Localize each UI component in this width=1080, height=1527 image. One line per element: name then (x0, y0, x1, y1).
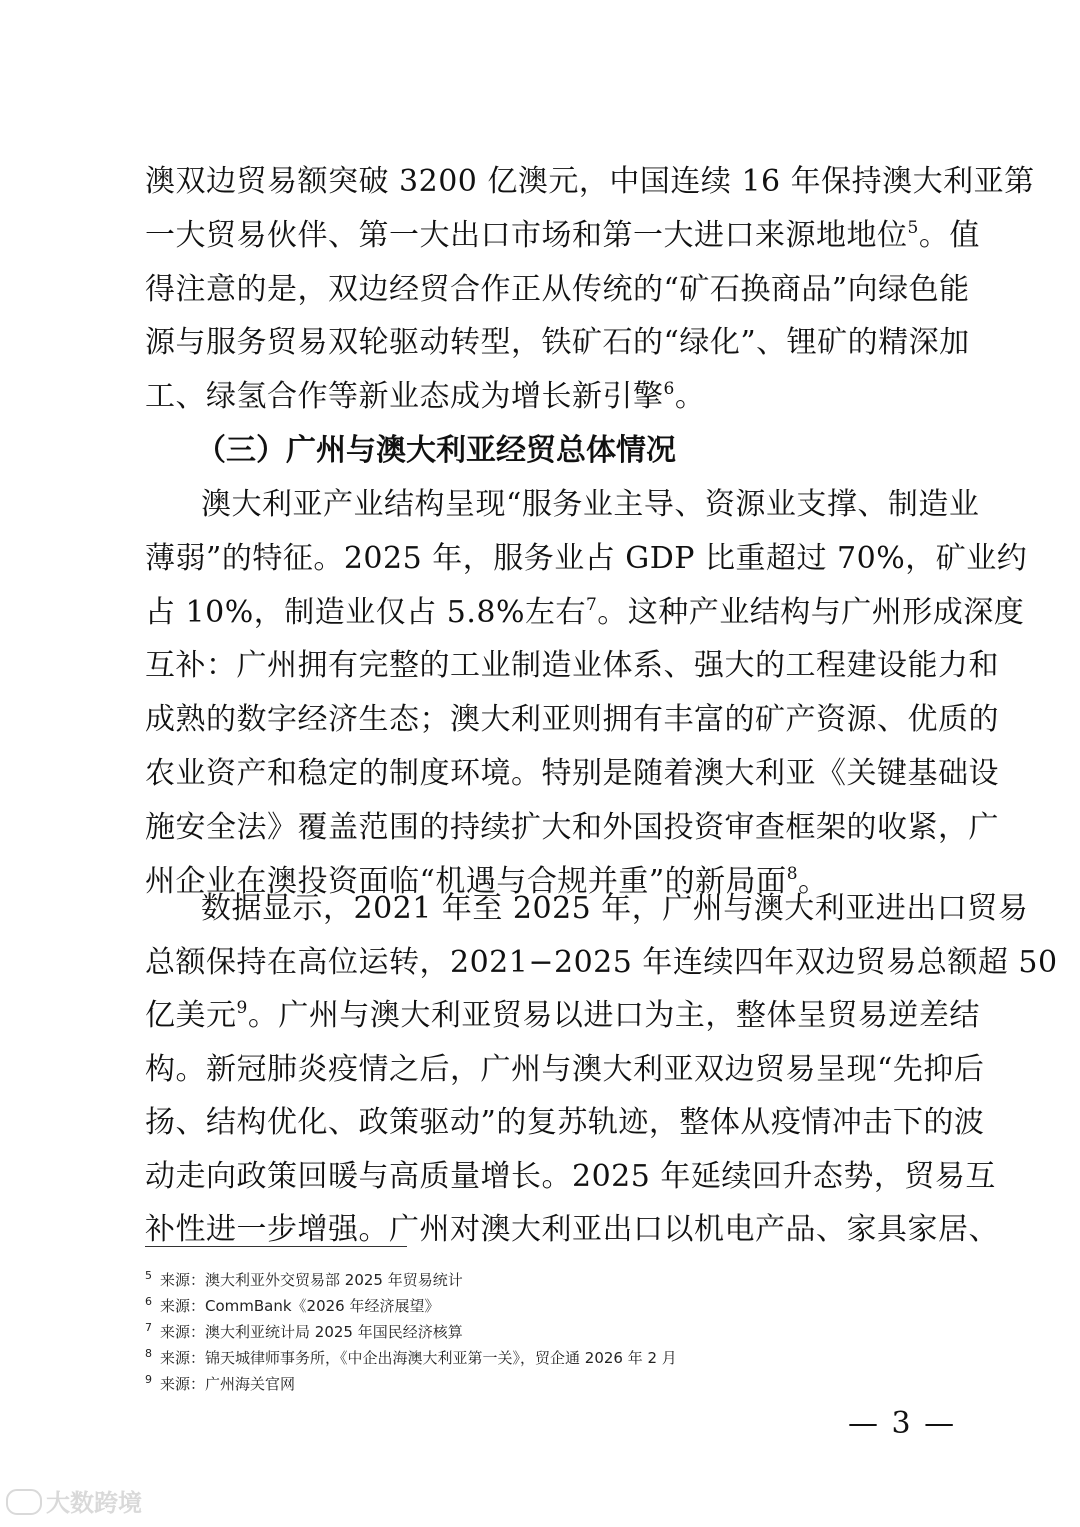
footnote-text: 来源：广州海关官网 (160, 1375, 296, 1393)
footnote-ref-7: 7 (585, 595, 598, 615)
paragraph3-line-2: 总额保持在高位运转，2021−2025 年连续四年双边贸易总额超 50 (145, 944, 1058, 980)
paragraph2-line-2: 薄弱”的特征。2025 年，服务业占 GDP 比重超过 70%，矿业约 (145, 541, 1028, 576)
footnote-text: 来源：澳大利亚统计局 2025 年国民经济核算 (160, 1323, 463, 1341)
paragraph1-line-2: 一大贸易伙伴、第一大出口市场和第一大进口来源地地位$^5$。值 (145, 218, 980, 253)
footnote-8 (145, 1344, 677, 1368)
paragraph1-line-5: 工、绿氢合作等新业态成为增长新引擎$^6$。 (145, 379, 706, 414)
paragraph2-line-7: 施安全法》覆盖范围的持续扩大和外国投资审查框架的收紧，广 (145, 810, 999, 845)
paragraph2-line-1: 澳大利亚产业结构呈现“服务业主导、资源业支撑、制造业 (201, 487, 980, 522)
paragraph3-line-5: 扬、结构优化、政策驱动”的复苏轨迹，整体从疫情冲击下的波 (145, 1105, 985, 1140)
footnote-number: 6 (145, 1295, 152, 1308)
footnote-text: 来源：CommBank《2026 年经济展望》 (160, 1297, 440, 1315)
footnote-number: 9 (145, 1373, 152, 1386)
paragraph3-line-6: 动走向政策回暖与高质量增长。2025 年延续回升态势，贸易互 (145, 1158, 996, 1194)
paragraph3-line-1: 数据显示，2021 年至 2025 年，广州与澳大利亚进出口贸易 (201, 891, 1029, 926)
footnote-ref-9: 9 (236, 998, 248, 1018)
footnote-ref-8: 8 (786, 864, 799, 884)
footnote-text: 来源：锦天城律师事务所，《中企出海澳大利亚第一关》，贸企通 2026 年 2 月 (160, 1349, 677, 1367)
paragraph3-line-3: 亿美元$^9$。广州与澳大利亚贸易以进口为主，整体呈贸易逆差结 (145, 998, 980, 1033)
footnote-6 (145, 1292, 440, 1316)
paragraph1-line-1: 澳双边贸易额突破 3200 亿澳元，中国连续 16 年保持澳大利亚第 (145, 164, 1035, 199)
paragraph3-line-4: 构。新冠肺炎疫情之后，广州与澳大利亚双边贸易呈现“先抑后 (145, 1051, 985, 1087)
paragraph3-line-7: 补性进一步增强。广州对澳大利亚出口以机电产品、家具家居、 (145, 1212, 999, 1247)
footnote-number: 8 (145, 1347, 152, 1360)
footnote-ref-6: 6 (663, 379, 675, 399)
paragraph2-line-5: 成熟的数字经济生态；澳大利亚则拥有丰富的矿产资源、优质的 (145, 702, 999, 737)
paragraph2-line-8: 州企业在澳投资面临“机遇与合规并重”的新局面$^8$。 (145, 864, 829, 899)
footnote-9 (145, 1370, 295, 1394)
paragraph2-line-6: 农业资产和稳定的制度环境。特别是随着澳大利亚《关键基础设 (145, 756, 999, 791)
footnote-ref-5: 5 (907, 218, 919, 238)
footnote-text: 来源：澳大利亚外交贸易部 2025 年贸易统计 (160, 1271, 463, 1289)
paragraph2-line-3: 占 10%，制造业仅占 5.8%左右$^7$。这种产业结构与广州形成深度 (145, 595, 1025, 630)
footnote-5 (145, 1266, 463, 1290)
paragraph1-line-3: 得注意的是，双边经贸合作正从传统的“矿石换商品”向绿色能 (145, 272, 970, 307)
footnote-7 (145, 1318, 463, 1342)
page-number: — 3 — (848, 1406, 957, 1441)
paragraph1-line-4: 源与服务贸易双轮驱动转型，铁矿石的“绿化”、锂矿的精深加 (145, 325, 970, 360)
paragraph2-line-4: 互补：广州拥有完整的工业制造业体系、强大的工程建设能力和 (145, 648, 999, 683)
footnote-number: 7 (145, 1321, 152, 1334)
watermark-logo-icon (6, 1489, 42, 1515)
footnote-number: 5 (145, 1269, 152, 1282)
section-heading: （三）广州与澳大利亚经贸总体情况 (196, 433, 676, 468)
watermark: 大数跨境 (6, 1488, 142, 1518)
